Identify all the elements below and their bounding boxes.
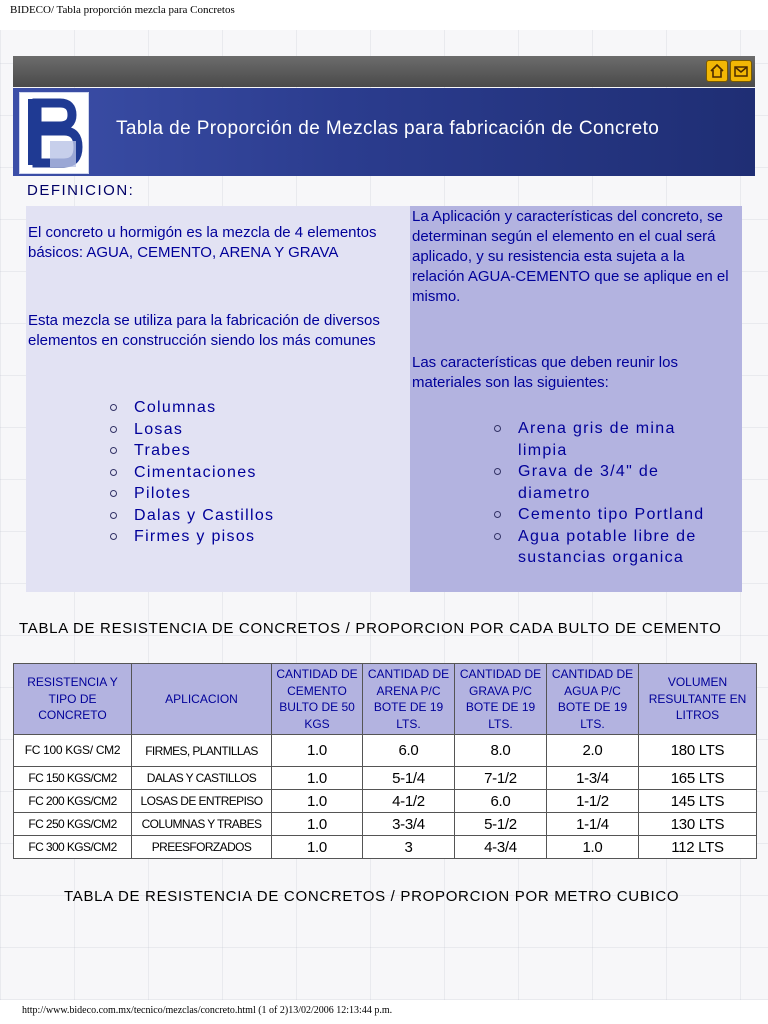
table-cell: 6.0	[455, 790, 547, 813]
table-row	[14, 813, 757, 836]
right-paragraph-1: La Aplicación y características del concreto, se determinan según el elemento en el cual será aplicado, y su resistencia esta sujeta a la relación AGUA-CEMENTO que se aplique en el mismo.	[412, 208, 729, 305]
table-cell: 5-1/2	[455, 813, 547, 836]
list-item	[110, 419, 274, 441]
table-cell: 3	[363, 836, 455, 859]
table-cell: 2.0	[547, 735, 639, 767]
bullet-icon	[110, 426, 117, 433]
column-header: APLICACION	[132, 664, 272, 735]
table-cell: LOSAS DE ENTREPISO	[132, 790, 272, 813]
list-item-label: Agua potable libre de sustancias organica	[518, 527, 697, 566]
table-cell: 1-1/4	[547, 813, 639, 836]
table2-title: TABLA DE RESISTENCIA DE CONCRETOS / PROPORCION POR METRO CUBICO	[64, 888, 680, 905]
table-cell: 1-1/2	[547, 790, 639, 813]
list-item-label: Cemento tipo Portland	[518, 506, 705, 523]
top-bar	[13, 56, 755, 87]
definition-left-panel	[26, 206, 410, 592]
mail-icon[interactable]	[730, 60, 752, 82]
list-item-label: Arena gris de mina limpia	[518, 420, 676, 459]
table-cell: 7-1/2	[455, 767, 547, 790]
list-item-label: Pilotes	[134, 485, 192, 502]
bideco-logo[interactable]	[19, 92, 89, 174]
table-cell: 3-3/4	[363, 813, 455, 836]
list-item	[110, 526, 274, 548]
table-cell: 1.0	[272, 735, 363, 767]
top-icons	[706, 60, 752, 82]
resistance-table	[13, 663, 757, 859]
bullet-icon	[110, 512, 117, 519]
column-header: VOLUMEN RESULTANTE EN LITROS	[639, 664, 757, 735]
table-cell: FC 200 KGS/CM2	[14, 790, 132, 813]
print-header: BIDECO/ Tabla proporción mezcla para Concretos	[10, 4, 235, 16]
bullet-icon	[110, 469, 117, 476]
table-cell: 130 LTS	[639, 813, 757, 836]
column-header: RESISTENCIA Y TIPO DE CONCRETO	[14, 664, 132, 735]
table-cell: 1.0	[272, 813, 363, 836]
list-item-label: Firmes y pisos	[134, 528, 256, 545]
table-cell: FC 300 KGS/CM2	[14, 836, 132, 859]
table-cell: 6.0	[363, 735, 455, 767]
column-header: CANTIDAD DE GRAVA P/C BOTE DE 19 LTS.	[455, 664, 547, 735]
definicion-label: DEFINICION:	[27, 182, 135, 199]
table-cell: DALAS Y CASTILLOS	[132, 767, 272, 790]
bullet-icon	[110, 404, 117, 411]
table-cell: PREESFORZADOS	[132, 836, 272, 859]
table1-title: TABLA DE RESISTENCIA DE CONCRETOS / PROPORCION POR CADA BULTO DE CEMENTO	[19, 620, 722, 637]
left-paragraph-2: Esta mezcla se utiliza para la fabricación de diversos elementos en construcción siendo los más comunes	[28, 312, 380, 349]
materials-list	[494, 418, 719, 569]
table-header-row	[14, 664, 757, 735]
table-cell: 5-1/4	[363, 767, 455, 790]
list-item	[494, 504, 719, 526]
table-cell: 1-3/4	[547, 767, 639, 790]
table-cell: FC 250 KGS/CM2	[14, 813, 132, 836]
page-banner	[13, 88, 755, 176]
print-footer: http://www.bideco.com.mx/tecnico/mezclas/concreto.html (1 of 2)13/02/2006 12:13:44 p.m.	[22, 1005, 393, 1016]
page-title: Tabla de Proporción de Mezclas para fabricación de Concreto	[116, 118, 660, 139]
table-cell: 1.0	[272, 790, 363, 813]
table-cell: 8.0	[455, 735, 547, 767]
bullet-icon	[110, 533, 117, 540]
table-cell: 4-1/2	[363, 790, 455, 813]
table-cell: 1.0	[272, 836, 363, 859]
table-cell: FC 100 KGS/ CM2	[14, 735, 132, 767]
table-cell: 112 LTS	[639, 836, 757, 859]
list-item	[110, 505, 274, 527]
list-item	[110, 483, 274, 505]
bullet-icon	[110, 447, 117, 454]
table-cell: 1.0	[547, 836, 639, 859]
list-item-label: Grava de 3/4" de diametro	[518, 463, 660, 502]
list-item-label: Columnas	[134, 399, 217, 416]
list-item	[110, 397, 274, 419]
table-row	[14, 735, 757, 767]
column-header: CANTIDAD DE CEMENTO BULTO DE 50 KGS	[272, 664, 363, 735]
column-header: CANTIDAD DE ARENA P/C BOTE DE 19 LTS.	[363, 664, 455, 735]
table-cell: 180 LTS	[639, 735, 757, 767]
definition-right-panel	[410, 206, 742, 592]
list-item	[110, 440, 274, 462]
table-cell: FIRMES, PLANTILLAS	[132, 735, 272, 767]
left-paragraph-1: El concreto u hormigón es la mezcla de 4 elementos básicos: AGUA, CEMENTO, ARENA Y GRAVA	[28, 224, 377, 261]
list-item-label: Trabes	[134, 442, 192, 459]
table-cell: 4-3/4	[455, 836, 547, 859]
table-row	[14, 790, 757, 813]
column-header: CANTIDAD DE AGUA P/C BOTE DE 19 LTS.	[547, 664, 639, 735]
list-item	[110, 462, 274, 484]
table-cell: 1.0	[272, 767, 363, 790]
table-cell: COLUMNAS Y TRABES	[132, 813, 272, 836]
bullet-icon	[494, 533, 501, 540]
table-cell: 165 LTS	[639, 767, 757, 790]
list-item	[494, 461, 719, 504]
list-item-label: Cimentaciones	[134, 463, 257, 481]
bullet-icon	[494, 511, 501, 518]
list-item	[494, 526, 719, 569]
elements-list	[110, 397, 274, 548]
list-item-label: Dalas y Castillos	[134, 506, 275, 524]
bullet-icon	[494, 425, 501, 432]
bullet-icon	[494, 468, 501, 475]
table-cell: FC 150 KGS/CM2	[14, 767, 132, 790]
table-row	[14, 767, 757, 790]
home-icon[interactable]	[706, 60, 728, 82]
right-paragraph-2: Las características que deben reunir los materiales son las siguientes:	[412, 354, 678, 391]
list-item	[494, 418, 719, 461]
table-cell: 145 LTS	[639, 790, 757, 813]
table-row	[14, 836, 757, 859]
list-item-label: Losas	[134, 420, 184, 438]
bullet-icon	[110, 490, 117, 497]
